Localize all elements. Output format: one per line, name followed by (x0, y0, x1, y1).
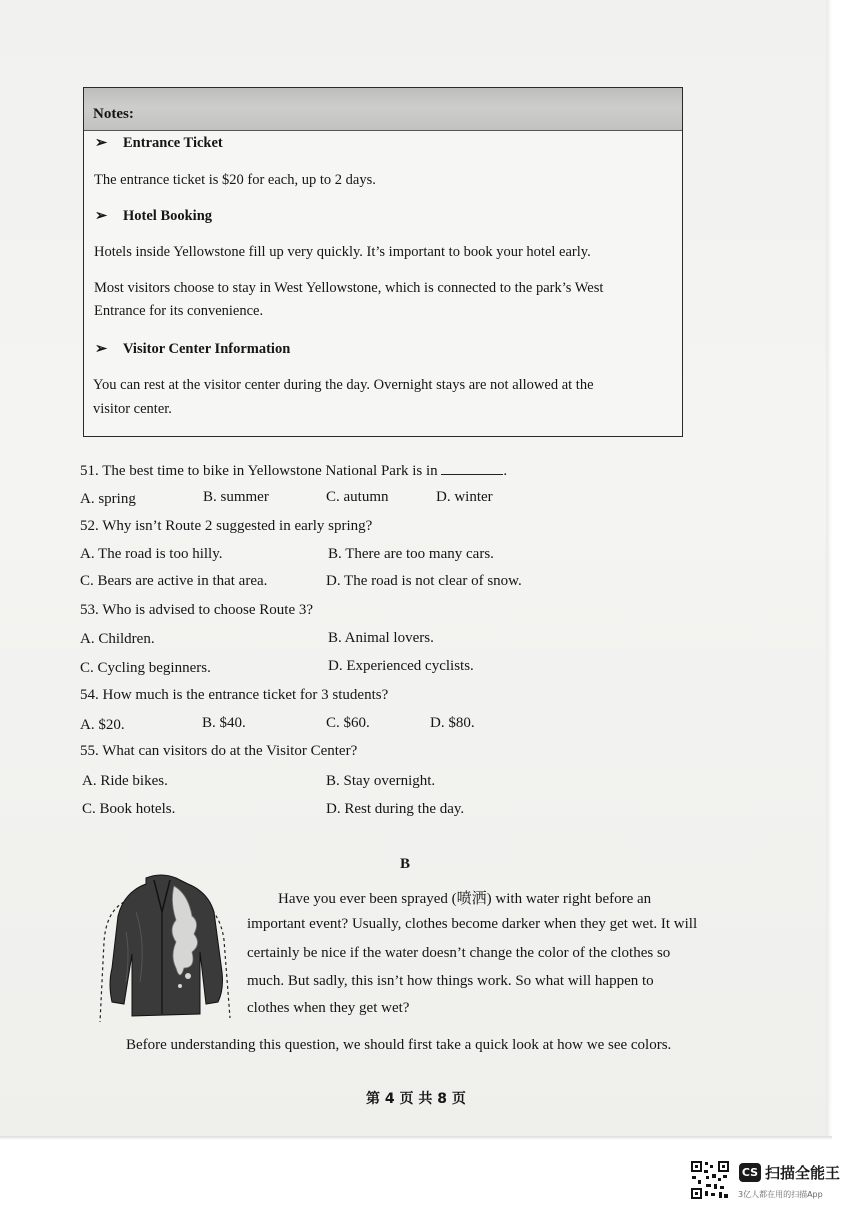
qr-code-icon (690, 1160, 730, 1200)
option-b: B. Animal lovers. (328, 630, 434, 646)
note-heading-text: Entrance Ticket (123, 135, 223, 151)
option-c: C. $60. (326, 715, 370, 731)
question-53: 53. Who is advised to choose Route 3? (80, 602, 314, 618)
note-text: Most visitors choose to stay in West Yellowstone, which is connected to the park’s West (94, 280, 604, 296)
question-55: 55. What can visitors do at the Visitor Center? (80, 743, 358, 759)
camscanner-app-name: 扫描全能王 (765, 1164, 841, 1182)
note-heading-visitor-center (95, 341, 290, 358)
note-heading-entrance-ticket (95, 135, 223, 152)
note-text: visitor center. (93, 401, 172, 417)
option-a: A. Ride bikes. (82, 773, 168, 789)
note-heading-text: Hotel Booking (123, 208, 213, 224)
page-bottom-edge (0, 1136, 832, 1140)
option-a: A. spring (80, 491, 136, 507)
note-text: You can rest at the visitor center during the day. Overnight stays are not allowed at the (93, 377, 594, 393)
camscanner-slogan: 3亿人都在用的扫描App (738, 1190, 823, 1199)
camscanner-logo: CS (739, 1163, 761, 1182)
arrow-bullet-icon: ➢ (95, 208, 108, 224)
passage-line: Before understanding this question, we should first take a quick look at how we see colors. (126, 1037, 672, 1053)
question-52: 52. Why isn’t Route 2 suggested in early spring? (80, 518, 373, 534)
note-text: Entrance for its convenience. (94, 303, 264, 319)
page-number: 第 4 页 共 8 页 (366, 1091, 466, 1107)
note-heading-text: Visitor Center Information (123, 341, 291, 357)
note-text: The entrance ticket is $20 for each, up to 2 days. (94, 172, 376, 188)
option-a: A. $20. (80, 717, 125, 733)
passage-line: clothes when they get wet? (247, 1000, 410, 1016)
option-d: D. winter (436, 489, 493, 505)
arrow-bullet-icon: ➢ (95, 341, 108, 357)
page-edge (826, 0, 832, 1140)
option-d: D. Experienced cyclists. (328, 658, 474, 674)
passage-line: important event? Usually, clothes become darker when they get wet. It will (247, 916, 698, 932)
answer-blank (441, 462, 503, 475)
option-d: D. $80. (430, 715, 475, 731)
question-stem: 51. The best time to bike in Yellowstone National Park is in (80, 463, 438, 479)
option-b: B. $40. (202, 715, 246, 731)
option-b: B. Stay overnight. (326, 773, 436, 789)
option-d: D. Rest during the day. (326, 801, 465, 817)
option-b: B. There are too many cars. (328, 546, 494, 562)
option-d: D. The road is not clear of snow. (326, 573, 522, 589)
note-heading-hotel-booking (95, 208, 212, 225)
passage-line: Have you ever been sprayed (喷洒) with water right before an (278, 891, 652, 907)
passage-line: much. But sadly, this isn’t how things work. So what will happen to (247, 973, 654, 989)
question-54: 54. How much is the entrance ticket for 3 students? (80, 687, 389, 703)
option-b: B. summer (203, 489, 269, 505)
note-text: Hotels inside Yellowstone fill up very quickly. It’s important to book your hotel early. (94, 244, 591, 260)
option-c: C. Bears are active in that area. (80, 573, 268, 589)
option-c: C. Book hotels. (82, 801, 176, 817)
option-c: C. autumn (326, 489, 389, 505)
option-a: A. Children. (80, 631, 155, 647)
passage-line: certainly be nice if the water doesn’t change the color of the clothes so (247, 945, 671, 961)
arrow-bullet-icon: ➢ (95, 135, 108, 151)
section-label: B (400, 856, 411, 872)
notes-header (84, 88, 682, 131)
question-51 (80, 462, 507, 480)
option-a: A. The road is too hilly. (80, 546, 223, 562)
wet-jacket-icon (96, 872, 236, 1022)
notes-title: Notes: (93, 106, 134, 122)
option-c: C. Cycling beginners. (80, 660, 211, 676)
notes-box (83, 87, 683, 437)
question-stem-end: . (503, 463, 508, 479)
